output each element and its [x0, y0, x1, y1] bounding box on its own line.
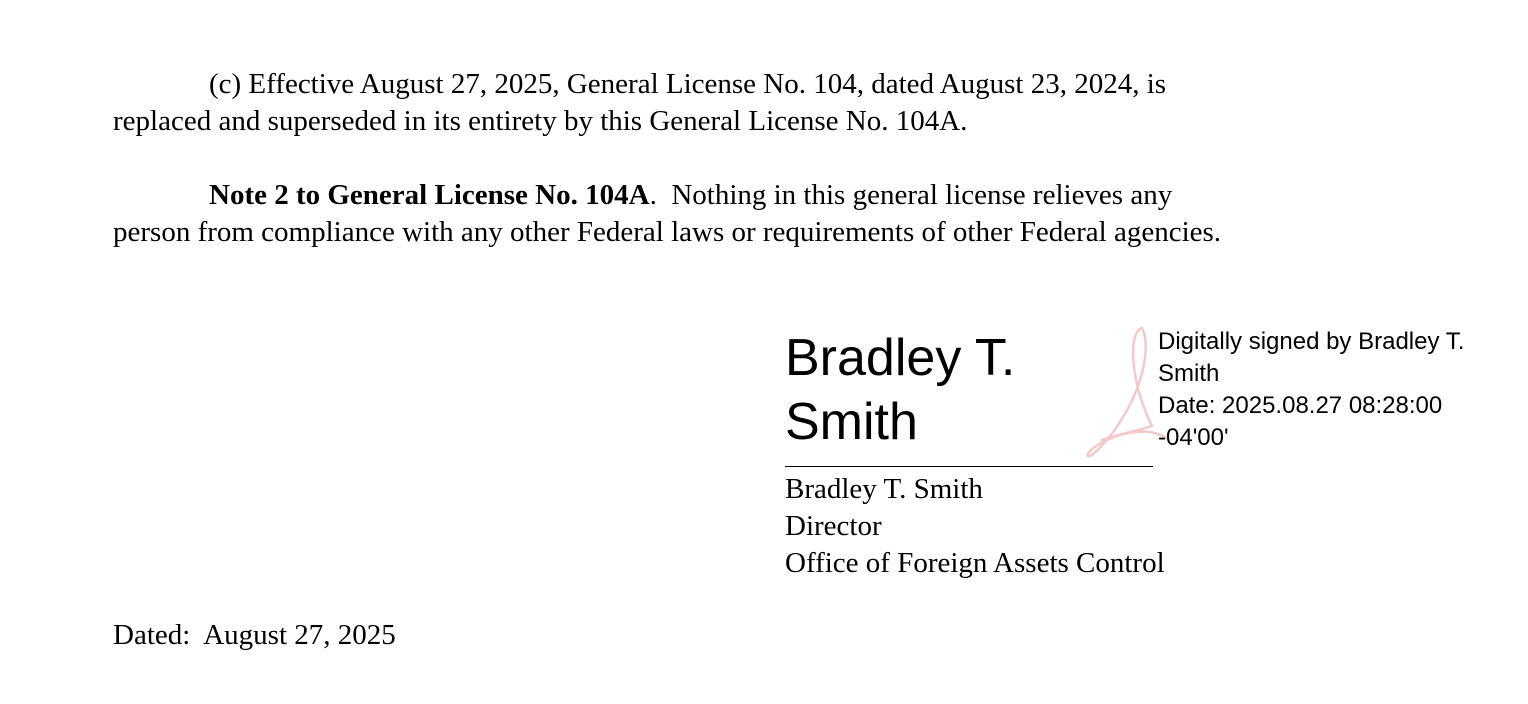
adobe-signature-mark-icon — [1080, 322, 1170, 462]
note-2-line-1-text: Nothing in this general license relieves any — [656, 179, 1173, 211]
paragraph-c — [113, 66, 1413, 140]
dated-line — [113, 617, 396, 654]
signature-detail-line: Date: 2025.08.27 08:28:00 — [1158, 392, 1443, 419]
digital-signature-name-line-2: Smith — [785, 393, 918, 451]
signature-detail-line: Smith — [1158, 360, 1220, 387]
note-2-paragraph — [113, 177, 1413, 251]
signature-detail-line: Digitally signed by Bradley T. — [1158, 328, 1465, 355]
digital-signature-details — [1158, 326, 1464, 454]
dated-label: Dated: — [113, 619, 191, 651]
note-2-heading-period: . — [649, 179, 657, 211]
note-2-line-2: person from compliance with any other Federal laws or requirements of other Federal agencies. — [113, 216, 1222, 248]
digital-signature-name — [785, 326, 1015, 454]
note-2-heading: Note 2 to General License No. 104A — [209, 179, 650, 211]
digital-signature-name-line-1: Bradley T. — [785, 329, 1016, 387]
signer-title: Director — [785, 510, 882, 542]
signer-name: Bradley T. Smith — [785, 473, 983, 505]
paragraph-c-line-1: (c) Effective August 27, 2025, General License No. 104, dated August 23, 2024, is — [209, 68, 1167, 100]
paragraph-c-line-2: replaced and superseded in its entirety by this General License No. 104A. — [113, 105, 968, 137]
signature-detail-line: -04'00' — [1158, 424, 1229, 451]
signer-office: Office of Foreign Assets Control — [785, 547, 1165, 579]
dated-value: August 27, 2025 — [203, 619, 396, 651]
signature-line — [785, 466, 1153, 467]
note-2-line-1 — [113, 177, 1413, 214]
signer-block — [785, 471, 1165, 582]
